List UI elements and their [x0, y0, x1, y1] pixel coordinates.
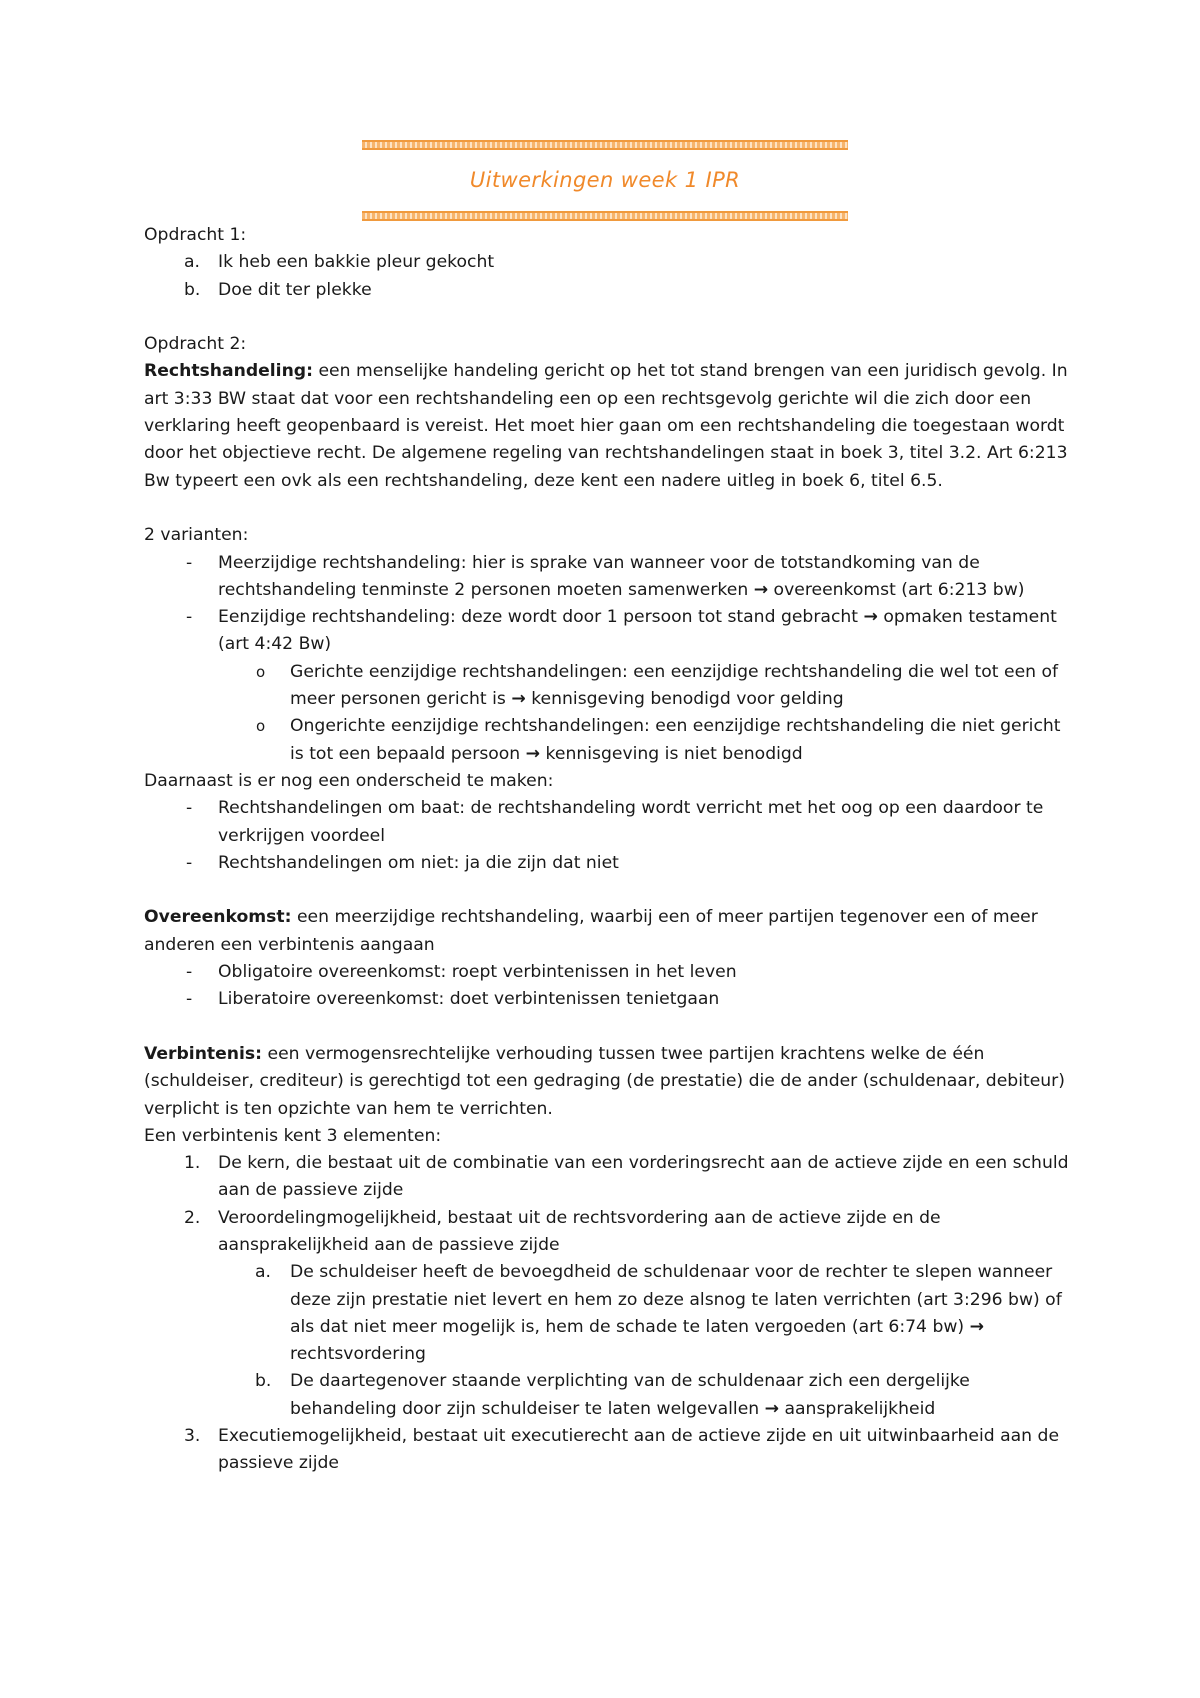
- list-item-text: Obligatoire overeenkomst: roept verbintenissen in het leven: [218, 962, 737, 983]
- arrow-icon: →: [511, 689, 526, 710]
- list-item-text: Eenzijdige rechtshandeling: deze wordt door 1 persoon tot stand gebracht: [218, 607, 864, 628]
- dash-marker: -: [186, 798, 193, 819]
- list-number: 3.: [184, 1426, 201, 1447]
- list-item-element-2a: [144, 1259, 1074, 1368]
- list-item-text: De schuldeiser heeft de bevoegdheid de schuldenaar voor de rechter te slepen wanneer deze zijn prestatie niet levert en hem zo deze alsnog te laten verrichten (art 3:296 bw) of als dat niet meer mogelijk is, hem de schade te laten vergoeden (art 6:74 bw): [290, 1262, 1062, 1337]
- list-item-text: De kern, die bestaat uit de combinatie van een vorderingsrecht aan de actieve zijde en een schuld aan de passieve zijde: [218, 1153, 1069, 1201]
- title-rule-bottom: [362, 211, 848, 221]
- dash-marker: -: [186, 962, 193, 983]
- arrow-icon: →: [863, 607, 878, 628]
- verbintenis-paragraph: [144, 1041, 1074, 1123]
- page-title: Uitwerkingen week 1 IPR: [469, 168, 741, 192]
- term-overeenkomst: Overeenkomst:: [144, 907, 292, 928]
- circle-marker: o: [256, 662, 266, 681]
- list-item-om-baat: [144, 795, 1074, 850]
- list-item-text: Rechtshandelingen om niet: ja die zijn dat niet: [218, 852, 619, 873]
- list-item: [144, 249, 1074, 276]
- list-item-om-niet: [144, 850, 1074, 877]
- list-marker: a.: [184, 252, 200, 273]
- term-rechtshandeling: Rechtshandeling:: [144, 361, 313, 382]
- title-rule-top: [362, 140, 848, 150]
- list-item-element-3: [144, 1423, 1074, 1478]
- list-item-text: De daartegenover staande verplichting van de schuldenaar zich een dergelijke behandeling door zijn schuldeiser te laten welgevallen: [290, 1371, 970, 1419]
- overeenkomst-definition: een meerzijdige rechtshandeling, waarbij een of meer partijen tegenover een of meer anderen een verbintenis aangaan: [144, 907, 1038, 955]
- list-item-text: overeenkomst (art 6:213 bw): [768, 579, 1025, 600]
- opdracht2-heading: Opdracht 2:: [144, 334, 247, 355]
- circle-marker: o: [256, 717, 266, 736]
- arrow-icon: →: [764, 1398, 780, 1419]
- list-marker: a.: [255, 1262, 271, 1283]
- list-item-text: rechtsvordering: [290, 1344, 426, 1365]
- rechtshandeling-paragraph: [144, 358, 1074, 494]
- list-item-text: opmaken testament (art 4:42 Bw): [218, 607, 1057, 655]
- list-item-element-2b: [144, 1368, 1074, 1423]
- list-item-text: Executiemogelijkheid, bestaat uit executierecht aan de actieve zijde en uit uitwinbaarheid aan de passieve zijde: [218, 1426, 1060, 1474]
- list-item-ongericht: [144, 713, 1074, 768]
- dash-marker: -: [186, 852, 193, 873]
- arrow-icon: →: [753, 579, 769, 600]
- list-item-obligatoir: [144, 959, 1074, 986]
- arrow-icon: →: [525, 743, 541, 764]
- list-item-element-1: [144, 1150, 1074, 1205]
- term-verbintenis: Verbintenis:: [144, 1043, 263, 1064]
- overeenkomst-paragraph: [144, 904, 1074, 959]
- elementen-heading: Een verbintenis kent 3 elementen:: [144, 1125, 442, 1146]
- list-item-eenzijdig: [144, 604, 1074, 659]
- list-item-text: Doe dit ter plekke: [218, 279, 372, 300]
- dash-marker: -: [186, 552, 193, 573]
- daarnaast-heading: Daarnaast is er nog een onderscheid te maken:: [144, 770, 554, 791]
- opdracht1-heading: Opdracht 1:: [144, 225, 247, 245]
- document-body: [144, 222, 1074, 1478]
- rechtshandeling-definition: een menselijke handeling gericht op het tot stand brengen van een juridisch gevolg. In art 3:33 BW staat dat voor een rechtshandeling een op een rechtsgevolg gerichte wil die zich door een verklaring heeft geopenbaard is vereist. Het moet hier gaan om een rechtshandeling die toegestaan wordt door het objectieve recht. De algemene regeling van rechtshandelingen staat in boek 3, titel 3.2. Art 6:213 Bw typeert een ovk als een rechtshandeling, deze kent een nadere uitleg in boek 6, titel 6.5.: [144, 361, 1068, 491]
- title-block: [362, 140, 848, 221]
- list-item-text: Meerzijdige rechtshandeling: hier is sprake van wanneer voor de totstandkoming van de rechtshandeling tenminste 2 personen moeten samenwerken: [218, 552, 980, 600]
- varianten-heading: 2 varianten:: [144, 525, 249, 546]
- list-item-text: Rechtshandelingen om baat: de rechtshandeling wordt verricht met het oog op een daardoor te verkrijgen voordeel: [218, 798, 1044, 846]
- list-item-text: kennisgeving is niet benodigd: [540, 743, 803, 764]
- list-item-text: Ongerichte eenzijdige rechtshandelingen: een eenzijdige rechtshandeling die niet gericht is tot een bepaald persoon: [290, 716, 1061, 764]
- list-item-text: Ik heb een bakkie pleur gekocht: [218, 252, 495, 273]
- list-item-text: Liberatoire overeenkomst: doet verbintenissen tenietgaan: [218, 989, 720, 1010]
- list-number: 2.: [184, 1207, 201, 1228]
- list-item-element-2: [144, 1205, 1074, 1260]
- list-number: 1.: [184, 1153, 201, 1174]
- list-item: [144, 277, 1074, 304]
- list-item-text: Gerichte eenzijdige rechtshandelingen: een eenzijdige rechtshandeling die wel tot een of meer personen gericht is: [290, 661, 1059, 710]
- arrow-icon: →: [969, 1316, 984, 1337]
- list-marker: b.: [184, 279, 201, 300]
- list-item-liberatoir: [144, 986, 1074, 1013]
- list-item-meerzijdig: [144, 550, 1074, 605]
- list-item-text: Veroordelingmogelijkheid, bestaat uit de rechtsvordering aan de actieve zijde en de aansprakelijkheid aan de passieve zijde: [218, 1207, 941, 1255]
- list-item-gericht: [144, 659, 1074, 714]
- dash-marker: -: [186, 989, 193, 1010]
- dash-marker: -: [186, 607, 193, 628]
- list-item-text: aansprakelijkheid: [779, 1398, 936, 1419]
- verbintenis-definition: een vermogensrechtelijke verhouding tussen twee partijen krachtens welke de één (schuldeiser, crediteur) is gerechtigd tot een gedraging (de prestatie) die de ander (schuldenaar, debiteur) verplicht is ten opzichte van hem te verrichten.: [144, 1043, 1065, 1119]
- list-item-text: kennisgeving benodigd voor gelding: [525, 689, 844, 710]
- list-marker: b.: [255, 1371, 272, 1392]
